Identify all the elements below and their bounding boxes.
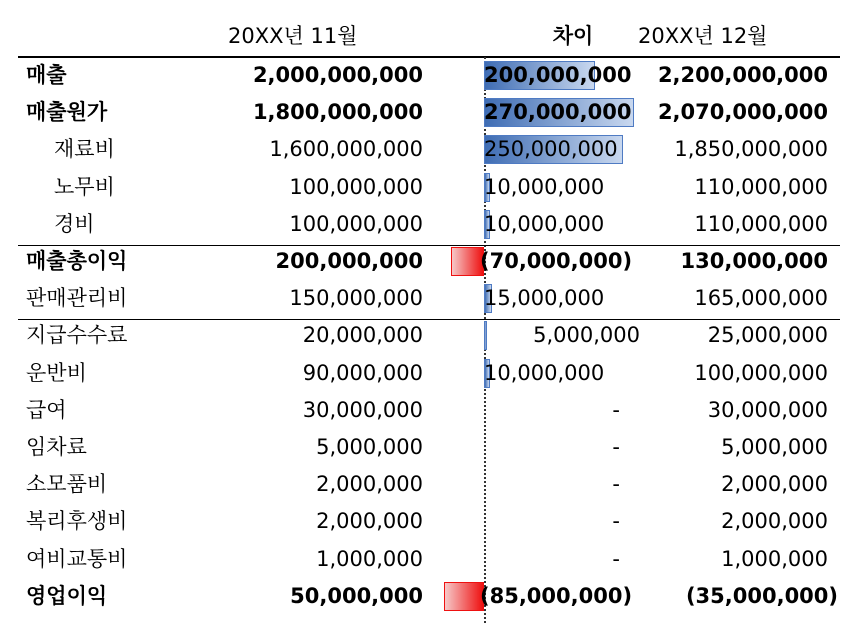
- row-label[interactable]: 경비: [54, 211, 95, 236]
- table-row: [18, 94, 840, 131]
- row-label[interactable]: 판매관리비: [26, 286, 128, 311]
- cell-curr-month[interactable]: 2,200,000,000: [657, 63, 828, 87]
- table-row: [18, 392, 840, 429]
- header-diff[interactable]: 차이: [552, 24, 594, 48]
- cell-diff[interactable]: -: [612, 546, 620, 571]
- row-label[interactable]: 복리후생비: [26, 509, 128, 534]
- cell-prev-month[interactable]: 100,000,000: [289, 211, 423, 236]
- table-row: [18, 355, 840, 392]
- cell-diff[interactable]: 10,000,000: [484, 360, 605, 385]
- cell-diff[interactable]: 15,000,000: [484, 286, 605, 311]
- row-label[interactable]: 매출: [26, 63, 67, 87]
- table-row: [18, 541, 840, 578]
- cell-diff[interactable]: -: [612, 509, 620, 534]
- table-row: [18, 466, 840, 503]
- cell-diff[interactable]: 10,000,000: [484, 211, 605, 236]
- row-label[interactable]: 지급수수료: [26, 323, 128, 348]
- row-label[interactable]: 소모품비: [26, 472, 108, 497]
- table-row: [18, 317, 840, 354]
- cell-curr-month[interactable]: 165,000,000: [694, 286, 828, 311]
- cell-prev-month[interactable]: 5,000,000: [316, 435, 423, 459]
- row-label[interactable]: 매출총이익: [26, 249, 128, 273]
- decrease-bar: [444, 582, 484, 611]
- cell-curr-month[interactable]: 30,000,000: [707, 397, 828, 422]
- cell-diff[interactable]: -: [612, 435, 620, 459]
- cell-diff[interactable]: (70,000,000): [480, 249, 633, 273]
- cell-prev-month[interactable]: 100,000,000: [289, 174, 423, 199]
- cell-prev-month[interactable]: 2,000,000: [316, 509, 423, 534]
- cell-prev-month[interactable]: 1,600,000,000: [269, 137, 423, 162]
- cell-curr-month[interactable]: 5,000,000: [721, 435, 828, 459]
- table-row: [18, 243, 840, 280]
- cell-curr-month[interactable]: 1,850,000,000: [674, 137, 828, 162]
- row-label[interactable]: 재료비: [54, 137, 115, 162]
- cell-curr-month[interactable]: 2,000,000: [721, 472, 828, 497]
- table-row: [18, 429, 840, 466]
- cell-curr-month[interactable]: (35,000,000): [685, 583, 838, 608]
- table-row: [18, 57, 840, 94]
- cell-diff[interactable]: 270,000,000: [484, 100, 632, 125]
- cell-curr-month[interactable]: 110,000,000: [694, 174, 828, 199]
- row-label[interactable]: 운반비: [26, 360, 87, 385]
- row-label[interactable]: 여비교통비: [26, 546, 128, 571]
- cell-curr-month[interactable]: 110,000,000: [694, 211, 828, 236]
- table-row: [18, 578, 840, 615]
- cell-diff[interactable]: (85,000,000): [480, 583, 633, 608]
- header-curr-month[interactable]: 20XX년 12월: [638, 24, 768, 48]
- row-label[interactable]: 매출원가: [26, 100, 108, 125]
- cell-prev-month[interactable]: 30,000,000: [302, 397, 423, 422]
- header-prev-month[interactable]: 20XX년 11월: [228, 24, 358, 48]
- cell-prev-month[interactable]: 90,000,000: [302, 360, 423, 385]
- cell-curr-month[interactable]: 1,000,000: [721, 546, 828, 571]
- gross-profit-top-border: [18, 245, 840, 246]
- cell-curr-month[interactable]: 100,000,000: [694, 360, 828, 385]
- row-label[interactable]: 임차료: [26, 435, 87, 459]
- cell-prev-month[interactable]: 1,800,000,000: [252, 100, 423, 125]
- header-row: [18, 18, 840, 54]
- table-row: [18, 131, 840, 168]
- cell-prev-month[interactable]: 150,000,000: [289, 286, 423, 311]
- cell-diff[interactable]: 250,000,000: [484, 137, 618, 162]
- cell-diff[interactable]: 10,000,000: [484, 174, 605, 199]
- cell-prev-month[interactable]: 2,000,000: [316, 472, 423, 497]
- cell-curr-month[interactable]: 130,000,000: [680, 249, 828, 273]
- cell-curr-month[interactable]: 2,000,000: [721, 509, 828, 534]
- cell-prev-month[interactable]: 200,000,000: [275, 249, 423, 273]
- cell-diff[interactable]: -: [612, 472, 620, 497]
- row-label[interactable]: 영업이익: [26, 583, 108, 608]
- table-row: [18, 280, 840, 317]
- cell-diff[interactable]: 5,000,000: [533, 323, 640, 348]
- row-label[interactable]: 급여: [26, 397, 67, 422]
- cell-prev-month[interactable]: 1,000,000: [316, 546, 423, 571]
- cell-curr-month[interactable]: 25,000,000: [707, 323, 828, 348]
- cell-prev-month[interactable]: 50,000,000: [290, 583, 423, 608]
- cell-diff[interactable]: 200,000,000: [484, 63, 632, 87]
- table-row: [18, 503, 840, 540]
- sga-bottom-border: [18, 319, 840, 320]
- table-row: [18, 169, 840, 206]
- cell-prev-month[interactable]: 20,000,000: [302, 323, 423, 348]
- cell-prev-month[interactable]: 2,000,000,000: [252, 63, 423, 87]
- cell-curr-month[interactable]: 2,070,000,000: [657, 100, 828, 125]
- cell-diff[interactable]: -: [612, 397, 620, 422]
- row-label[interactable]: 노무비: [54, 174, 115, 199]
- table-row: [18, 206, 840, 243]
